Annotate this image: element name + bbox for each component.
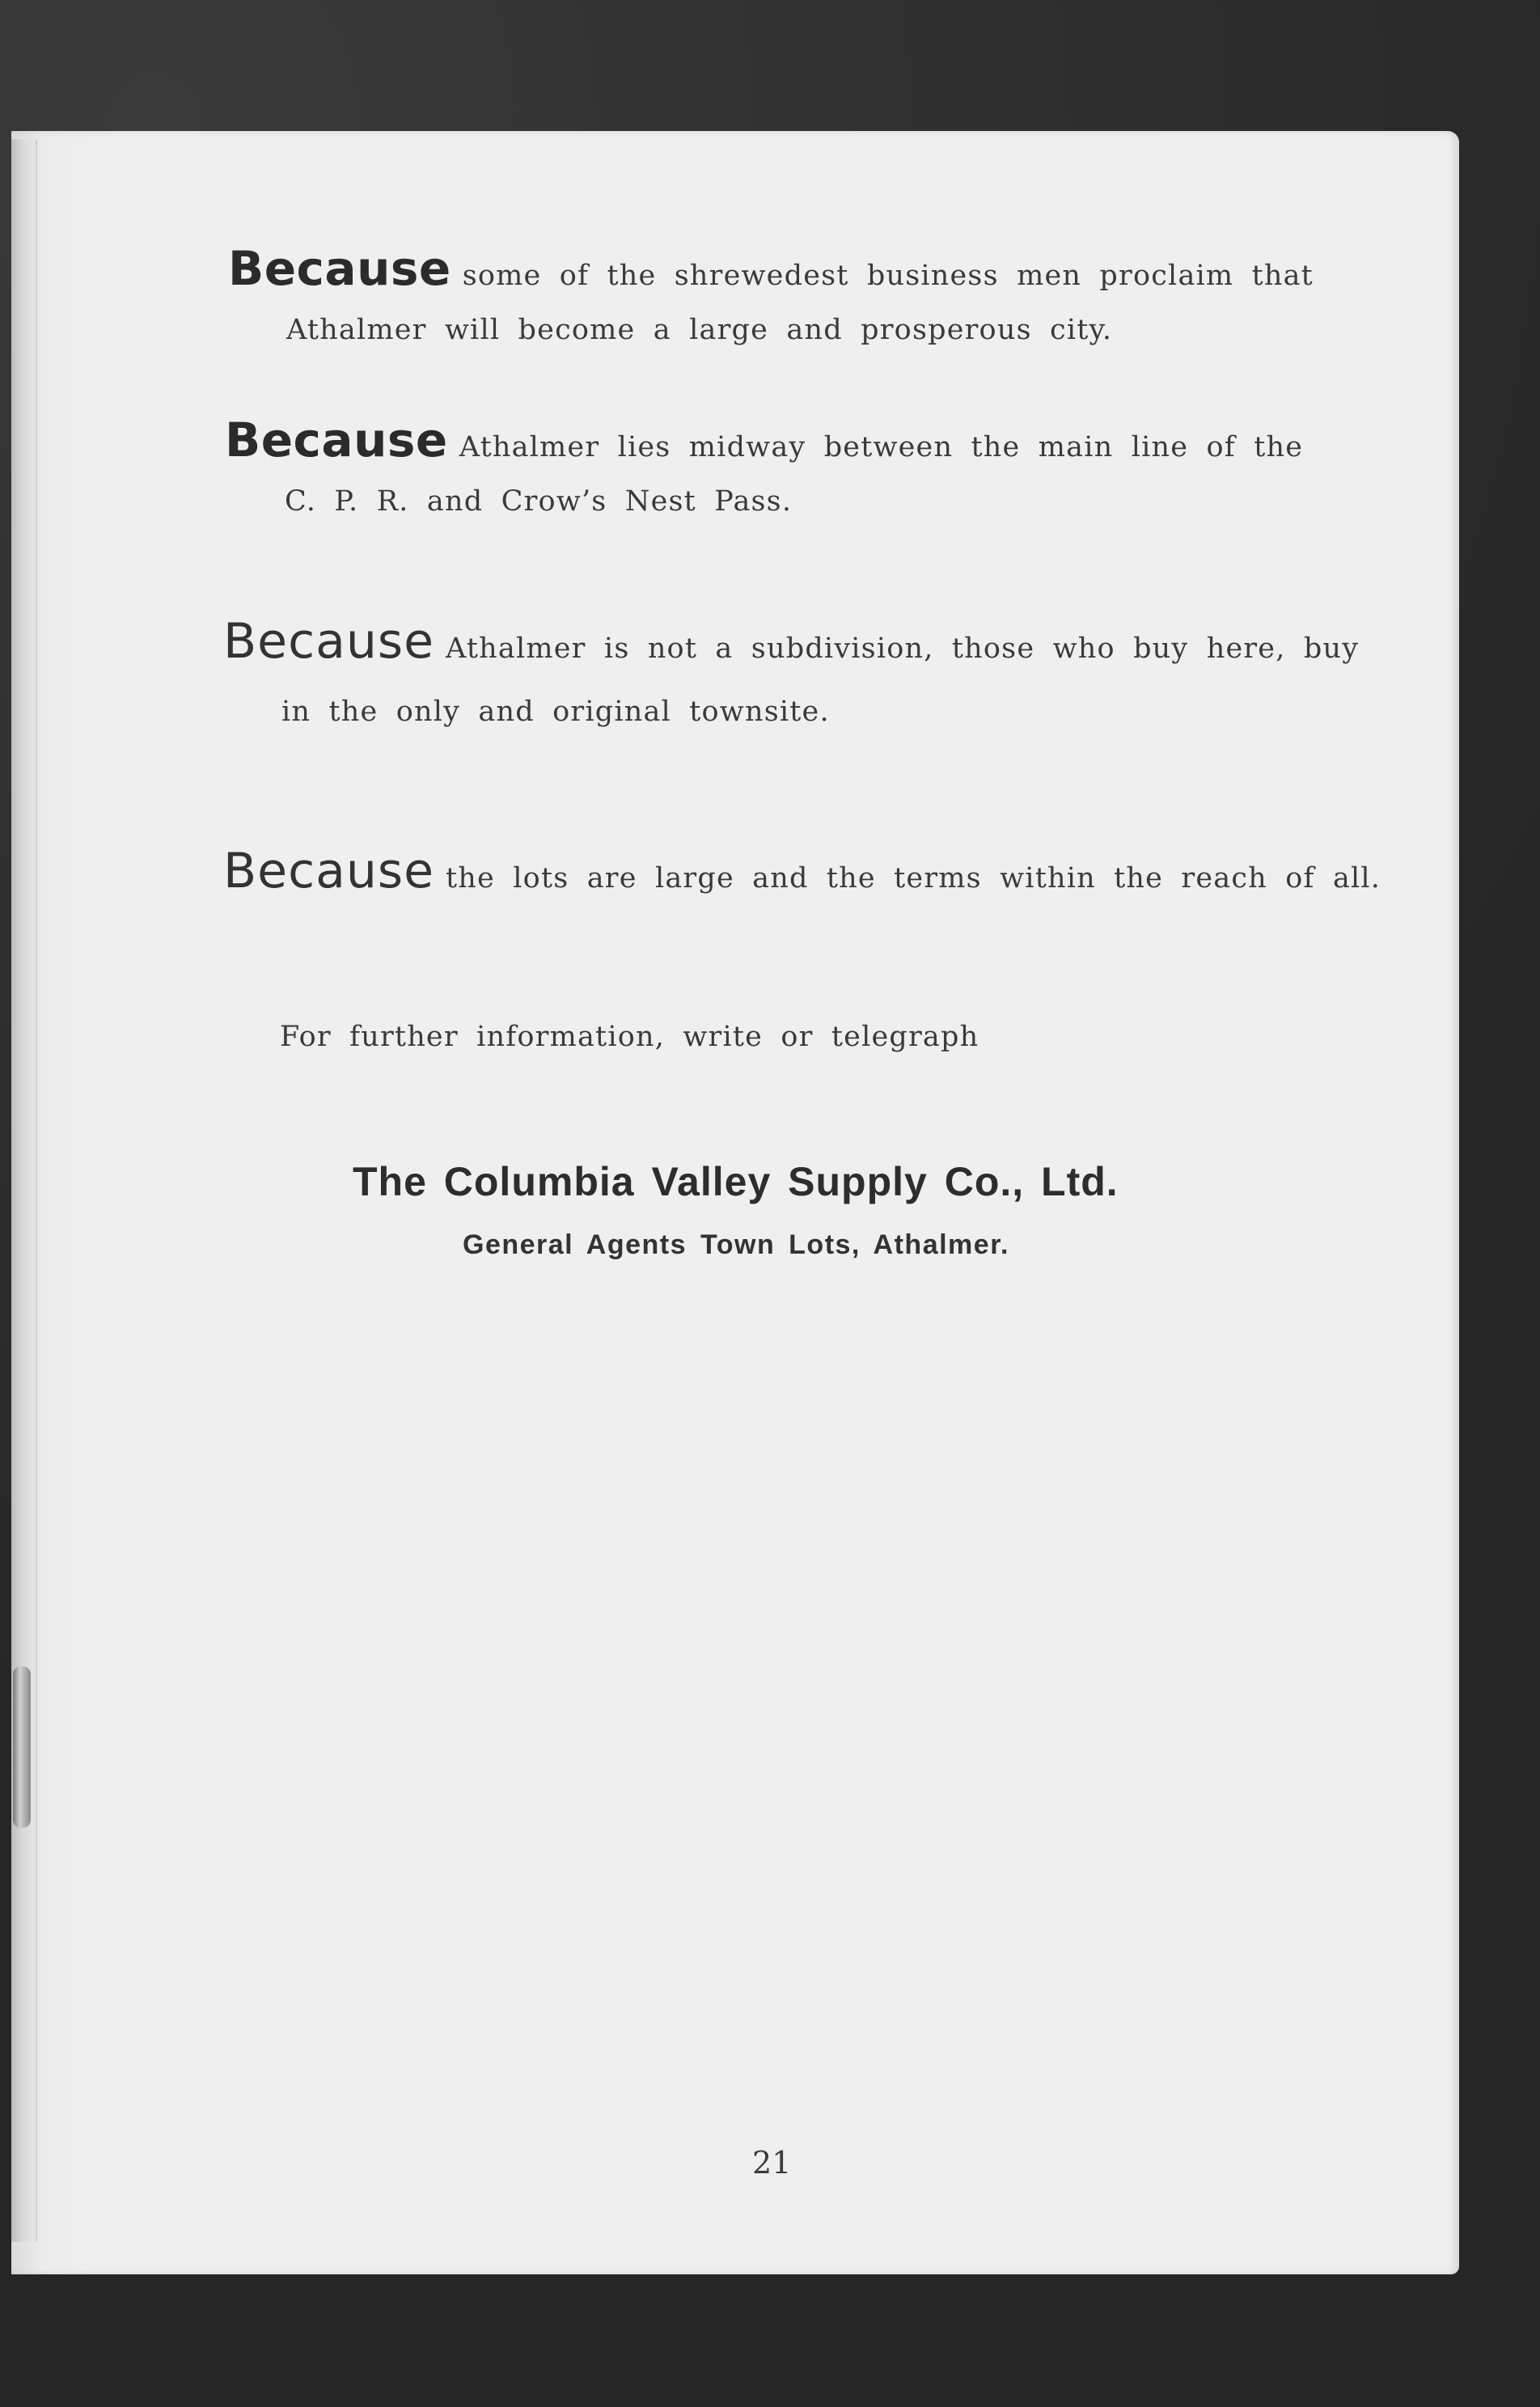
- paragraph-2-text: Athalmer lies midway between the main line of the: [459, 431, 1304, 463]
- paragraph-4-text: the lots are large and the terms within the reach of all.: [446, 862, 1381, 895]
- paragraph-1-text: some of the shrewedest business men proclaim that: [462, 260, 1314, 292]
- paragraph-4-keyword: Because: [223, 843, 435, 899]
- paragraph-4-line-1: [223, 843, 1381, 899]
- paragraph-3-text: Athalmer is not a subdivision, those who buy here, buy: [446, 632, 1360, 665]
- paragraph-3-line-1: [223, 613, 1359, 670]
- paragraph-1-keyword: Because: [228, 241, 451, 296]
- paragraph-3-line-2: in the only and original townsite.: [281, 696, 830, 728]
- page-binding: [11, 139, 37, 2242]
- paragraph-1-line-1: [228, 241, 1314, 296]
- paragraph-2-keyword: Because: [225, 412, 448, 467]
- paragraph-2-line-1: [225, 412, 1303, 467]
- company-subtitle: General Agents Town Lots, Athalmer.: [463, 1229, 1009, 1260]
- paragraph-1-line-2: Athalmer will become a large and prosperous city.: [286, 314, 1113, 346]
- paragraph-3-keyword: Because: [223, 613, 435, 670]
- page-number: 21: [752, 2145, 792, 2181]
- company-name: The Columbia Valley Supply Co., Ltd.: [353, 1159, 1119, 1204]
- staple: [13, 1666, 31, 1828]
- paragraph-2-line-2: C. P. R. and Crow’s Nest Pass.: [285, 485, 793, 518]
- contact-prompt: For further information, write or telegraph: [280, 1021, 979, 1053]
